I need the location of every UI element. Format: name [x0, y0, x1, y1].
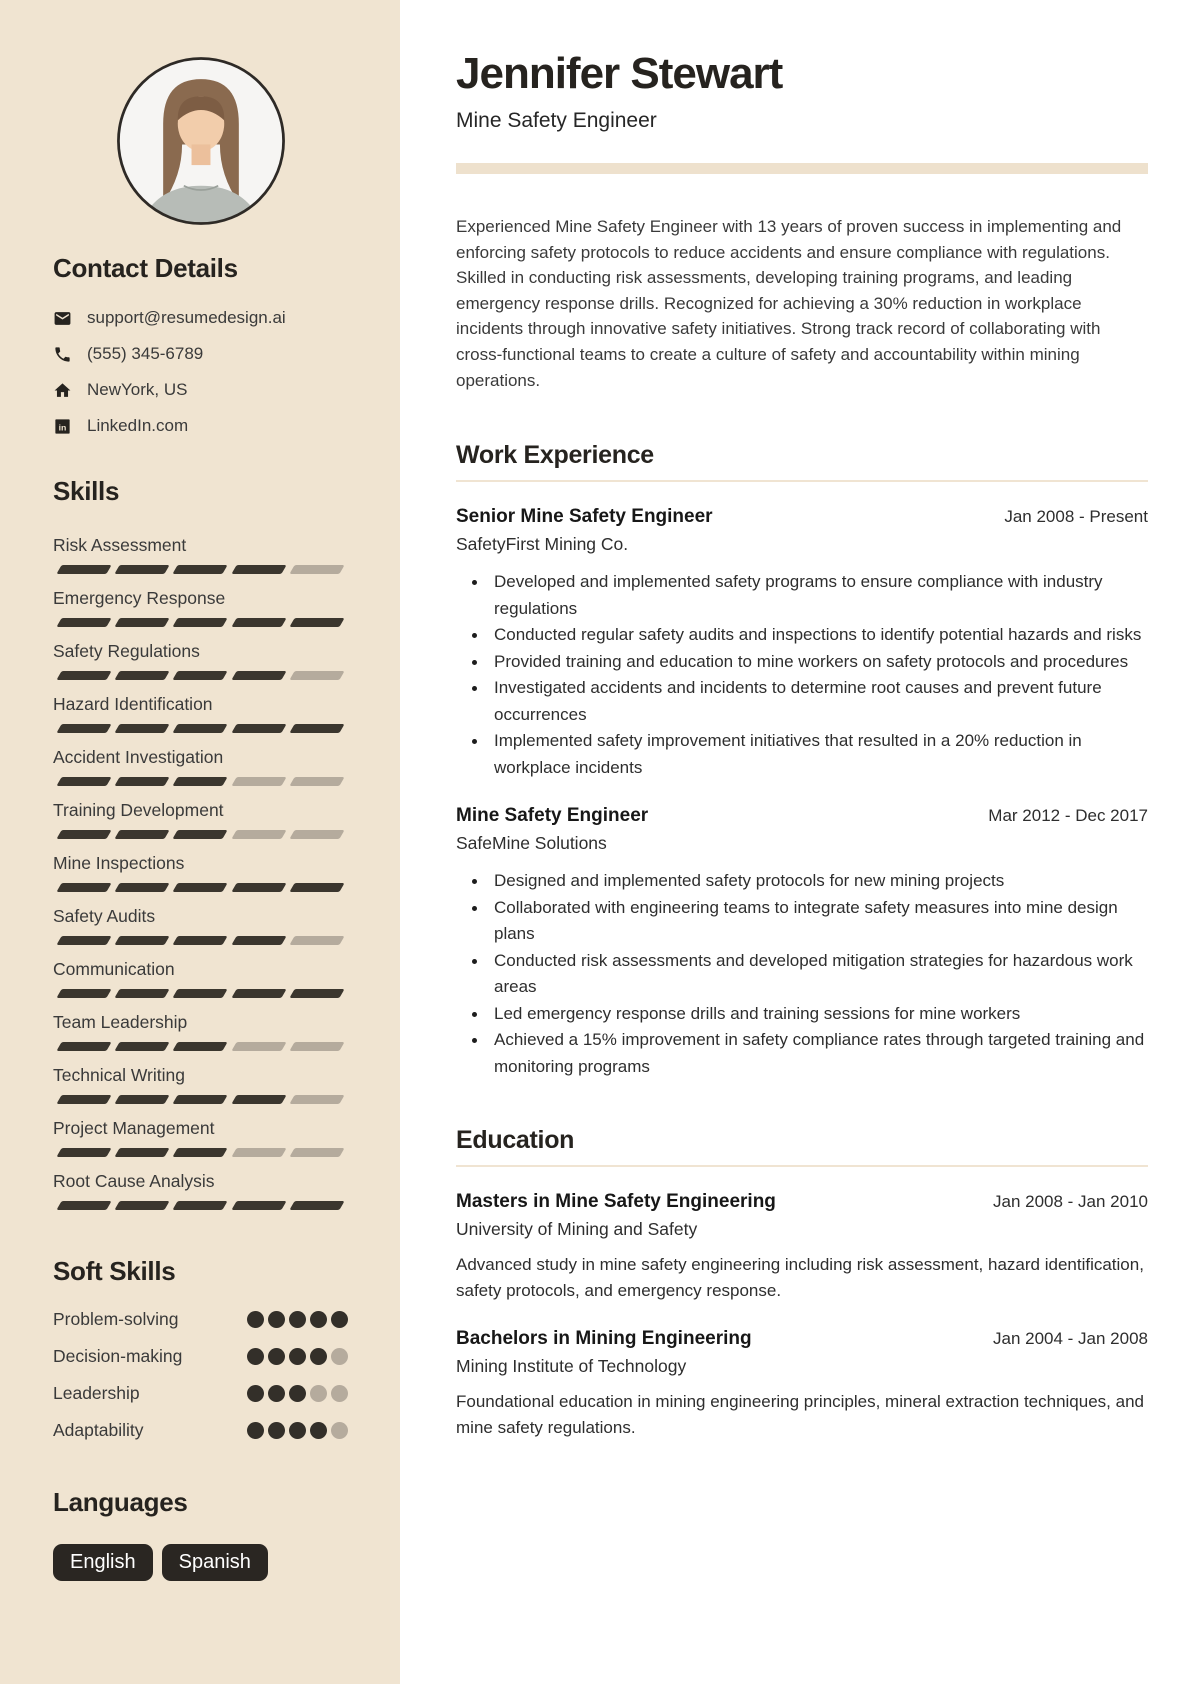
soft-skill-label: Adaptability [53, 1420, 144, 1440]
language-pill-spanish: Spanish [162, 1544, 268, 1581]
skill-bar-segment [231, 671, 286, 680]
skill-bar-segment [115, 830, 170, 839]
skill-bar-segment [115, 1042, 170, 1051]
skill-bar-segment [173, 1042, 228, 1051]
job-company: SafeMine Solutions [456, 833, 607, 854]
skill-item [53, 694, 348, 733]
skill-bar-segment [173, 1148, 228, 1157]
skill-item [53, 800, 348, 839]
soft-skill-label: Problem-solving [53, 1309, 179, 1329]
languages-section [53, 1487, 348, 1581]
skill-bar-segment [115, 618, 170, 627]
skill-bar-segment [289, 989, 344, 998]
soft-skill-label: Decision-making [53, 1346, 183, 1366]
skill-bar-segment [56, 777, 111, 786]
dot-rating [247, 1311, 348, 1328]
contact-list [53, 308, 348, 436]
skill-bar [53, 565, 348, 574]
skill-item [53, 588, 348, 627]
skill-bar-segment [231, 1201, 286, 1210]
degree-entry [456, 1328, 1148, 1441]
soft-skills-list [53, 1309, 348, 1441]
skill-bar-segment [231, 989, 286, 998]
skill-bar [53, 989, 348, 998]
rating-dot [310, 1348, 327, 1365]
skill-item [53, 959, 348, 998]
degree-description: Advanced study in mine safety engineering including risk assessment, hazard identification, safety protocols, and emergency response. [456, 1255, 1144, 1301]
rating-dot [310, 1385, 327, 1402]
degree-title: Bachelors in Mining Engineering [456, 1328, 752, 1350]
skill-bar-segment [115, 989, 170, 998]
skill-label: Team Leadership [53, 1012, 188, 1032]
avatar [115, 55, 287, 227]
skill-item [53, 1118, 348, 1157]
skill-bar-segment [115, 1095, 170, 1104]
skill-bar [53, 618, 348, 627]
rating-dot [331, 1385, 348, 1402]
skill-bar-segment [289, 830, 344, 839]
job-title: Mine Safety Engineer [456, 805, 649, 827]
skill-bar-segment [115, 777, 170, 786]
job-bullet: Implemented safety improvement initiatives that resulted in a 20% reduction in workplace incidents [456, 728, 1148, 781]
skill-bar-segment [56, 671, 111, 680]
job-header [456, 506, 1148, 528]
job-header [456, 805, 1148, 827]
skill-bar-segment [173, 618, 228, 627]
contact-heading: Contact Details [53, 253, 238, 283]
skill-bar-segment [115, 1148, 170, 1157]
dot-rating [247, 1385, 348, 1402]
contact-row-location [53, 380, 348, 400]
skill-bar-segment [173, 777, 228, 786]
person-job-title: Mine Safety Engineer [456, 109, 657, 132]
skill-bar-segment [56, 989, 111, 998]
skill-label: Safety Audits [53, 906, 156, 926]
job-bullet: Investigated accidents and incidents to determine root causes and prevent future occurrences [456, 675, 1148, 728]
skill-bar [53, 724, 348, 733]
degree-header [456, 1191, 1148, 1213]
contact-section [53, 253, 348, 436]
job-bullet: Conducted regular safety audits and inspections to identify potential hazards and risks [456, 622, 1148, 649]
soft-skills-heading: Soft Skills [53, 1256, 176, 1286]
skill-bar [53, 1201, 348, 1210]
skill-bar-segment [289, 1042, 344, 1051]
rating-dot [289, 1422, 306, 1439]
skill-label: Accident Investigation [53, 747, 224, 767]
rating-dot [268, 1385, 285, 1402]
rating-dot [268, 1311, 285, 1328]
skill-bar [53, 777, 348, 786]
skill-item [53, 641, 348, 680]
skill-bar-segment [56, 936, 111, 945]
person-name: Jennifer Stewart [456, 49, 783, 98]
skill-item [53, 1171, 348, 1210]
soft-skill-row [53, 1420, 348, 1441]
skill-bar-segment [173, 1201, 228, 1210]
accent-divider-bar [456, 163, 1148, 174]
education-section [456, 1126, 1148, 1441]
skill-bar-segment [289, 565, 344, 574]
soft-skill-label: Leadership [53, 1383, 140, 1403]
skill-bar-segment [289, 883, 344, 892]
skill-bar-segment [231, 1095, 286, 1104]
job-bullet: Provided training and education to mine workers on safety protocols and procedures [456, 649, 1148, 676]
skill-bar-segment [231, 565, 286, 574]
rating-dot [289, 1385, 306, 1402]
job-bullet: Led emergency response drills and training sessions for mine workers [456, 1001, 1148, 1028]
skill-label: Hazard Identification [53, 694, 213, 714]
skill-label: Risk Assessment [53, 535, 187, 555]
skill-bar-segment [115, 565, 170, 574]
job-dates: Mar 2012 - Dec 2017 [988, 806, 1148, 826]
degree-dates: Jan 2008 - Jan 2010 [992, 1192, 1148, 1212]
job-entry [456, 805, 1148, 1080]
skill-label: Root Cause Analysis [53, 1171, 215, 1191]
skill-item [53, 1012, 348, 1051]
degree-school: University of Mining and Safety [456, 1219, 698, 1240]
job-bullet: Designed and implemented safety protocols for new mining projects [456, 868, 1148, 895]
skill-bar-segment [173, 1095, 228, 1104]
email-icon [53, 309, 72, 328]
svg-text:in: in [58, 421, 67, 432]
job-bullet: Conducted risk assessments and developed mitigation strategies for hazardous work areas [456, 948, 1148, 1001]
sidebar [0, 0, 400, 1684]
degree-school: Mining Institute of Technology [456, 1356, 687, 1377]
skill-bar-segment [289, 1201, 344, 1210]
skill-bar-segment [289, 1095, 344, 1104]
linkedin-icon [53, 417, 72, 436]
contact-email[interactable]: support@resumedesign.ai [87, 308, 286, 327]
skill-bar-segment [56, 724, 111, 733]
dot-rating [247, 1422, 348, 1439]
skill-bar-segment [56, 1042, 111, 1051]
rating-dot [247, 1422, 264, 1439]
skill-bar-segment [115, 671, 170, 680]
skill-label: Training Development [53, 800, 224, 820]
skill-bar [53, 1095, 348, 1104]
dot-rating [247, 1348, 348, 1365]
skill-bar-segment [231, 883, 286, 892]
skill-bar-segment [289, 671, 344, 680]
rating-dot [247, 1348, 264, 1365]
soft-skills-section [53, 1256, 348, 1441]
skill-label: Communication [53, 959, 175, 979]
work-experience-heading: Work Experience [456, 441, 654, 470]
skill-item [53, 906, 348, 945]
skill-bar [53, 883, 348, 892]
contact-row-phone[interactable] [53, 344, 348, 364]
skill-label: Emergency Response [53, 588, 226, 608]
skill-bar-segment [56, 565, 111, 574]
skill-bar [53, 1042, 348, 1051]
contact-row-email[interactable] [53, 308, 348, 328]
contact-phone[interactable]: (555) 345-6789 [87, 344, 204, 363]
skill-bar-segment [231, 618, 286, 627]
skill-bar-segment [289, 618, 344, 627]
skills-heading: Skills [53, 476, 120, 506]
rating-dot [331, 1422, 348, 1439]
skill-bar [53, 936, 348, 945]
rating-dot [268, 1348, 285, 1365]
skill-bar-segment [231, 936, 286, 945]
skill-label: Safety Regulations [53, 641, 200, 661]
skill-bar-segment [289, 777, 344, 786]
skill-bar-segment [289, 936, 344, 945]
degree-entry [456, 1191, 1148, 1304]
skill-label: Project Management [53, 1118, 215, 1138]
rating-dot [247, 1311, 264, 1328]
section-divider [456, 1165, 1148, 1167]
soft-skill-row [53, 1346, 348, 1367]
skill-bar [53, 830, 348, 839]
skill-bar-segment [173, 724, 228, 733]
skill-bar-segment [173, 936, 228, 945]
skill-item [53, 1065, 348, 1104]
phone-icon [53, 345, 72, 364]
rating-dot [331, 1311, 348, 1328]
degree-title: Masters in Mine Safety Engineering [456, 1191, 776, 1213]
profile-photo-illustration [115, 55, 287, 227]
skill-bar-segment [56, 1148, 111, 1157]
rating-dot [310, 1422, 327, 1439]
skill-item [53, 853, 348, 892]
skill-bar-segment [231, 1148, 286, 1157]
skill-bar-segment [56, 830, 111, 839]
job-bullet: Achieved a 15% improvement in safety compliance rates through targeted training and monitoring programs [456, 1027, 1148, 1080]
main-column [400, 0, 1200, 1684]
job-entry [456, 506, 1148, 781]
skill-bar [53, 671, 348, 680]
language-pills [53, 1544, 348, 1581]
professional-summary: Experienced Mine Safety Engineer with 13 years of proven success in implementing and enforcing safety protocols to reduce accidents and ensure compliance with regulations. Skilled in conducting risk assessments, developing training programs, and leading emergency response drills. Recognized for achieving a 30% reduction in workplace incidents through innovative safety initiatives. Strong track record of collaborating with cross-functional teams to create a culture of safety and accountability within mining operations. [456, 217, 1122, 390]
degree-header [456, 1328, 1148, 1350]
skill-bar-segment [289, 724, 344, 733]
skill-bar-segment [115, 724, 170, 733]
rating-dot [310, 1311, 327, 1328]
job-title: Senior Mine Safety Engineer [456, 506, 713, 528]
language-pill-english: English [53, 1544, 153, 1581]
rating-dot [331, 1348, 348, 1365]
home-icon [53, 381, 72, 400]
skill-bar [53, 1148, 348, 1157]
skill-bar-segment [231, 830, 286, 839]
skill-bar-segment [56, 883, 111, 892]
skill-bar-segment [173, 883, 228, 892]
job-dates: Jan 2008 - Present [1004, 507, 1148, 527]
rating-dot [247, 1385, 264, 1402]
contact-row-linkedin[interactable] [53, 416, 348, 436]
skill-bar-segment [115, 883, 170, 892]
skill-bar-segment [231, 777, 286, 786]
degree-description: Foundational education in mining engineering principles, mineral extraction techniques, and mine safety regulations. [456, 1392, 1144, 1438]
contact-location: NewYork, US [87, 380, 188, 399]
skills-section [53, 476, 348, 1210]
degree-dates: Jan 2004 - Jan 2008 [992, 1329, 1148, 1349]
work-experience-section [456, 441, 1148, 1080]
skill-item [53, 747, 348, 786]
skill-label: Technical Writing [53, 1065, 185, 1085]
languages-heading: Languages [53, 1487, 188, 1517]
section-divider [456, 480, 1148, 482]
skill-bar-segment [173, 671, 228, 680]
contact-linkedin[interactable]: LinkedIn.com [87, 416, 189, 435]
soft-skill-row [53, 1383, 348, 1404]
skill-bar-segment [115, 936, 170, 945]
job-bullet: Developed and implemented safety programs to ensure compliance with industry regulations [456, 569, 1148, 622]
rating-dot [268, 1422, 285, 1439]
skill-bar-segment [173, 989, 228, 998]
soft-skill-row [53, 1309, 348, 1330]
skill-bar-segment [231, 724, 286, 733]
job-bullet-list [456, 569, 1148, 781]
skill-bar-segment [56, 1201, 111, 1210]
job-bullet: Collaborated with engineering teams to integrate safety measures into mine design plans [456, 895, 1148, 948]
skill-bar-segment [173, 565, 228, 574]
job-bullet-list [456, 868, 1148, 1080]
skill-bar-segment [56, 1095, 111, 1104]
skill-bar-segment [115, 1201, 170, 1210]
skill-label: Mine Inspections [53, 853, 185, 873]
rating-dot [289, 1311, 306, 1328]
skill-item [53, 535, 348, 574]
skill-bar-segment [289, 1148, 344, 1157]
education-heading: Education [456, 1126, 575, 1155]
job-company: SafetyFirst Mining Co. [456, 534, 629, 555]
skill-bar-segment [173, 830, 228, 839]
skill-bar-segment [56, 618, 111, 627]
rating-dot [289, 1348, 306, 1365]
skill-bar-segment [231, 1042, 286, 1051]
